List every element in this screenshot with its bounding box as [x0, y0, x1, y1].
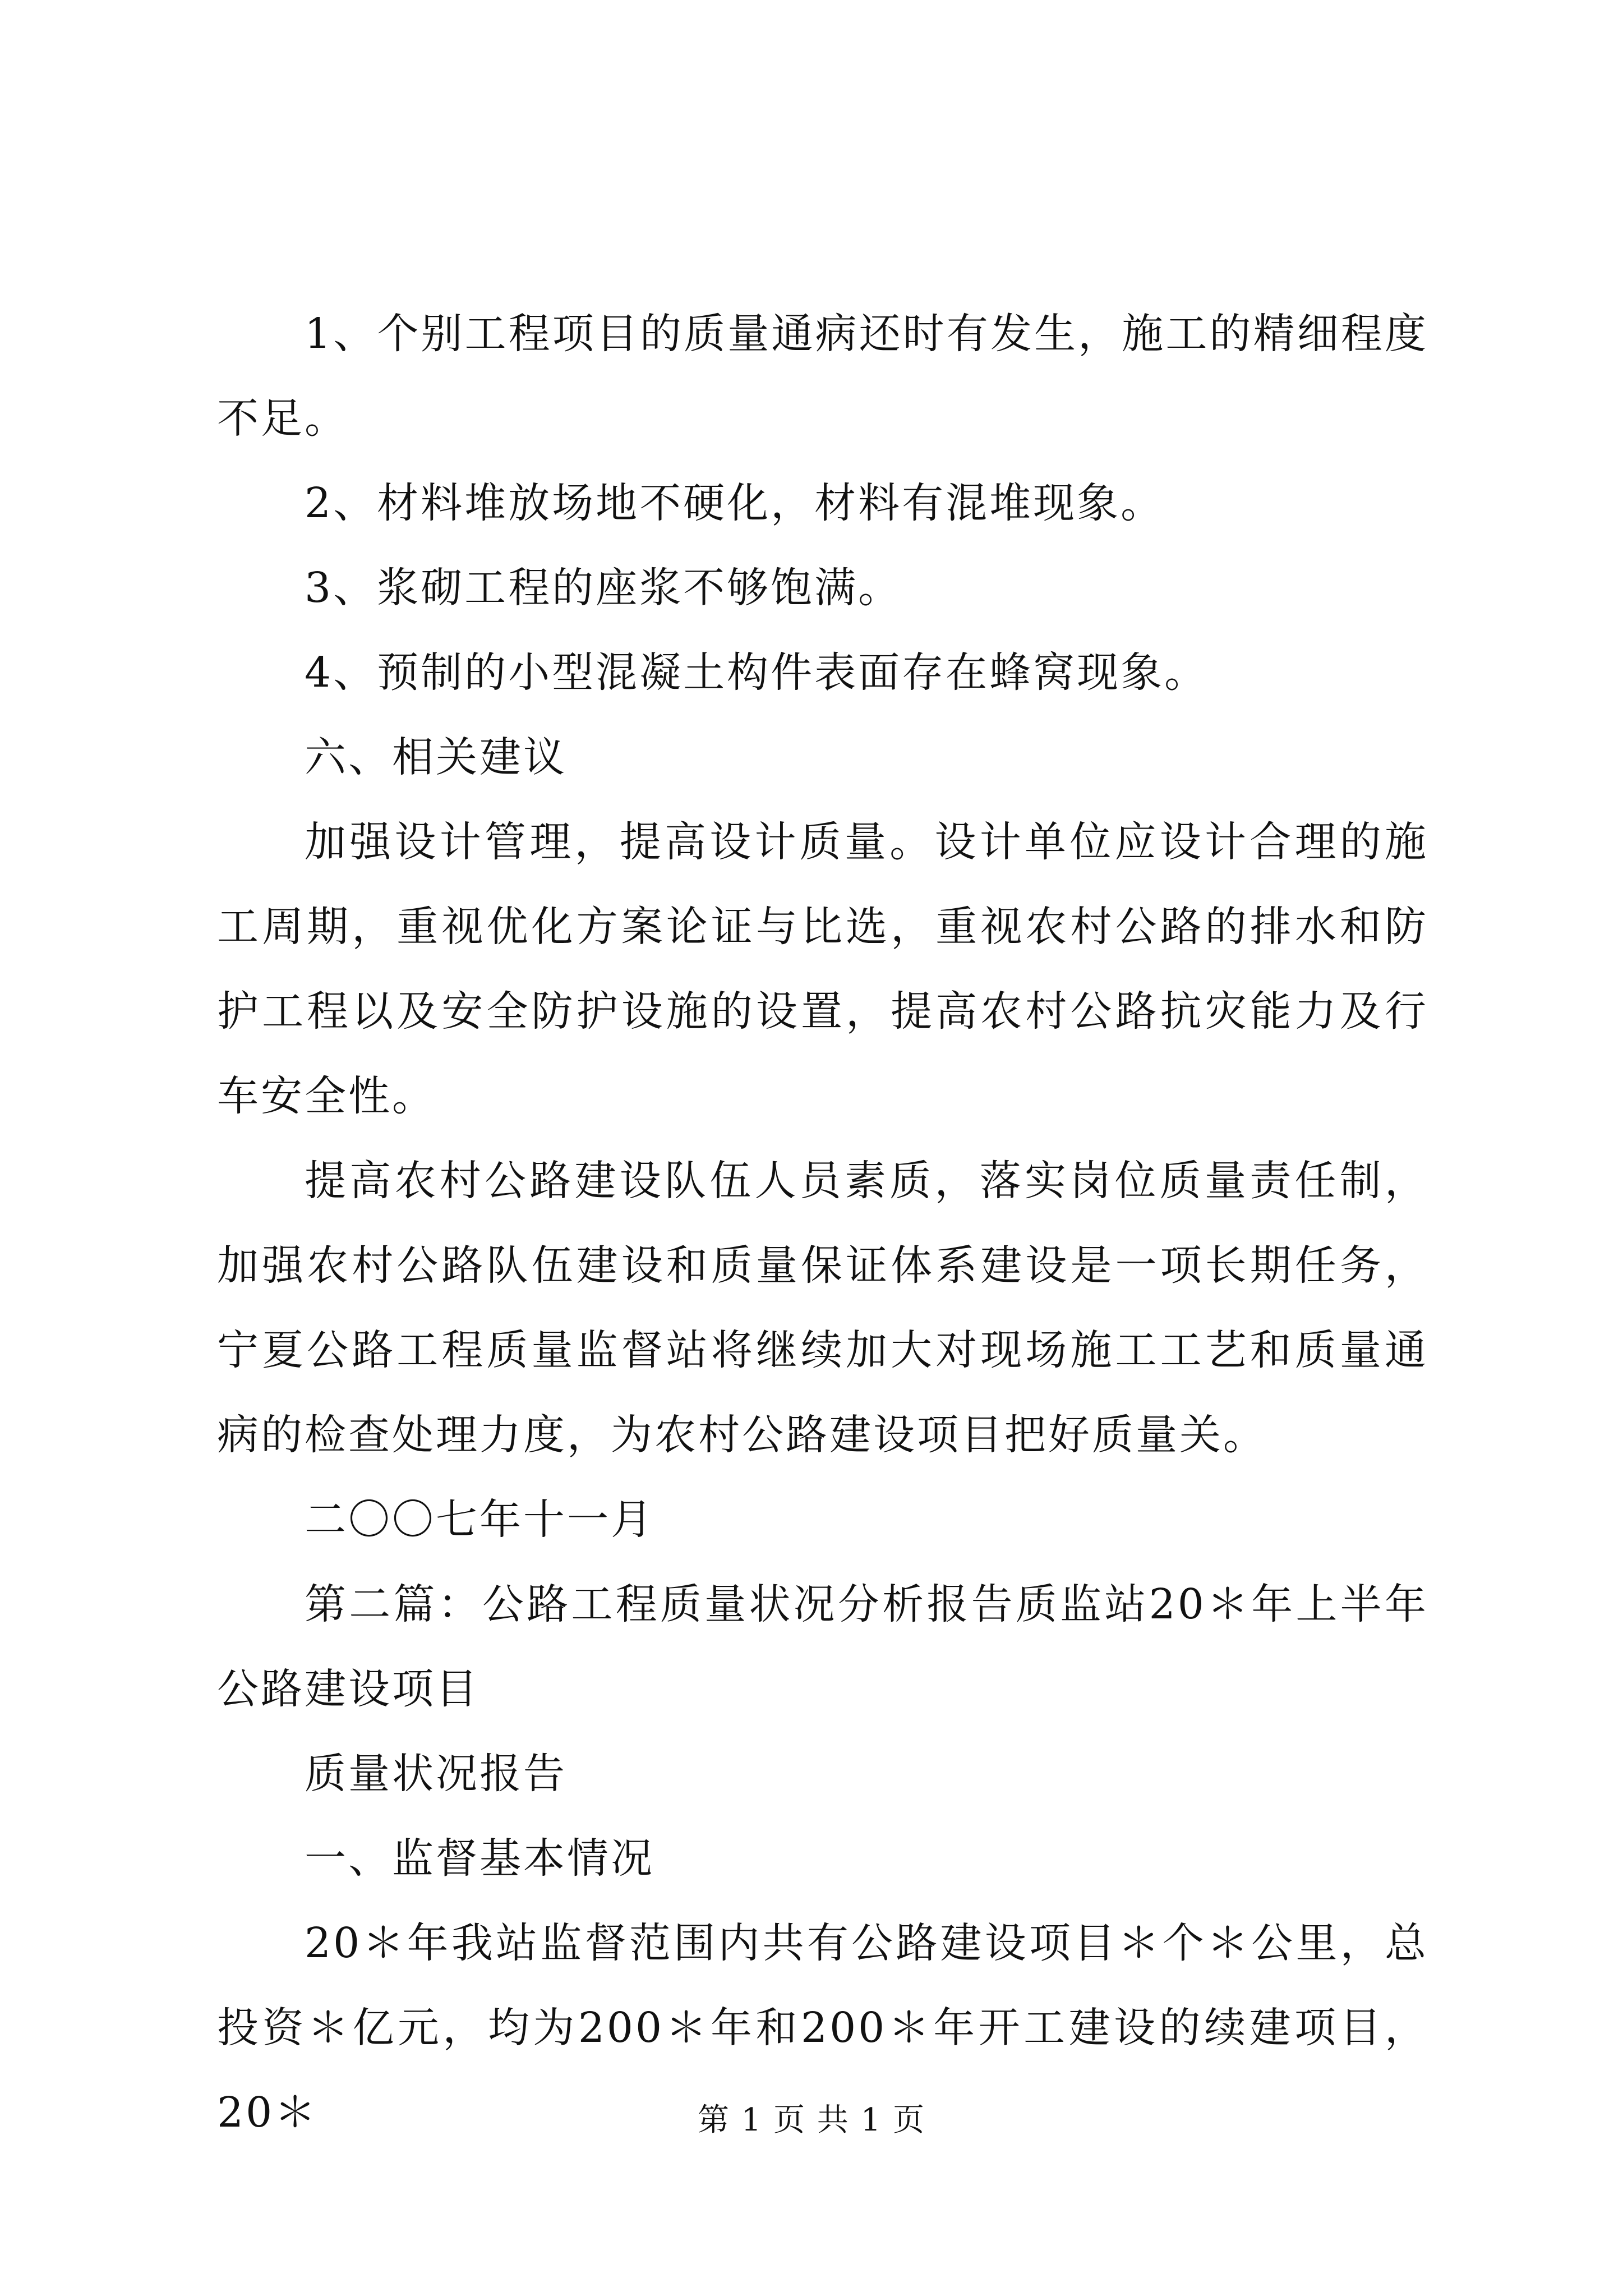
issue-item-1: 1、个别工程项目的质量通病还时有发生，施工的精细程度不足。: [217, 310, 1428, 443]
date-line: 二〇〇七年十一月: [305, 1496, 654, 1544]
section-heading-suggestions: 六、相关建议: [305, 733, 567, 781]
suggestion-paragraph-1: 加强设计管理，提高设计质量。设计单位应设计合理的施工周期，重视优化方案论证与比选，重视农村公路的排水和防护工程以及安全防护设施的设置，提高农村公路抗灾能力及行车安全性。: [217, 818, 1428, 1120]
document-body: [217, 292, 1428, 2155]
chapter-title: 第二篇：公路工程质量状况分析报告质监站20＊年上半年公路建设项目: [217, 1580, 1428, 1713]
section-heading-overview: 一、监督基本情况: [305, 1834, 654, 1883]
report-subtitle: 质量状况报告: [305, 1750, 567, 1798]
page-footer: 第 1 页 共 1 页: [697, 2102, 926, 2138]
overview-paragraph: 20＊年我站监督范围内共有公路建设项目＊个＊公里，总投资＊亿元，均为200＊年和200＊年开工建设的续建项目，20＊: [217, 1919, 1428, 2137]
suggestion-paragraph-2: 提高农村公路建设队伍人员素质，落实岗位质量责任制，加强农村公路队伍建设和质量保证体系建设是一项长期任务，宁夏公路工程质量监督站将继续加大对现场施工工艺和质量通病的检查处理力度，为农村公路建设项目把好质量关。: [217, 1157, 1428, 1459]
issue-item-3: 3、浆砌工程的座浆不够饱满。: [305, 564, 902, 612]
issue-item-4: 4、预制的小型混凝土构件表面存在蜂窝现象。: [305, 648, 1209, 697]
issue-item-2: 2、材料堆放场地不硬化，材料有混堆现象。: [305, 479, 1165, 527]
